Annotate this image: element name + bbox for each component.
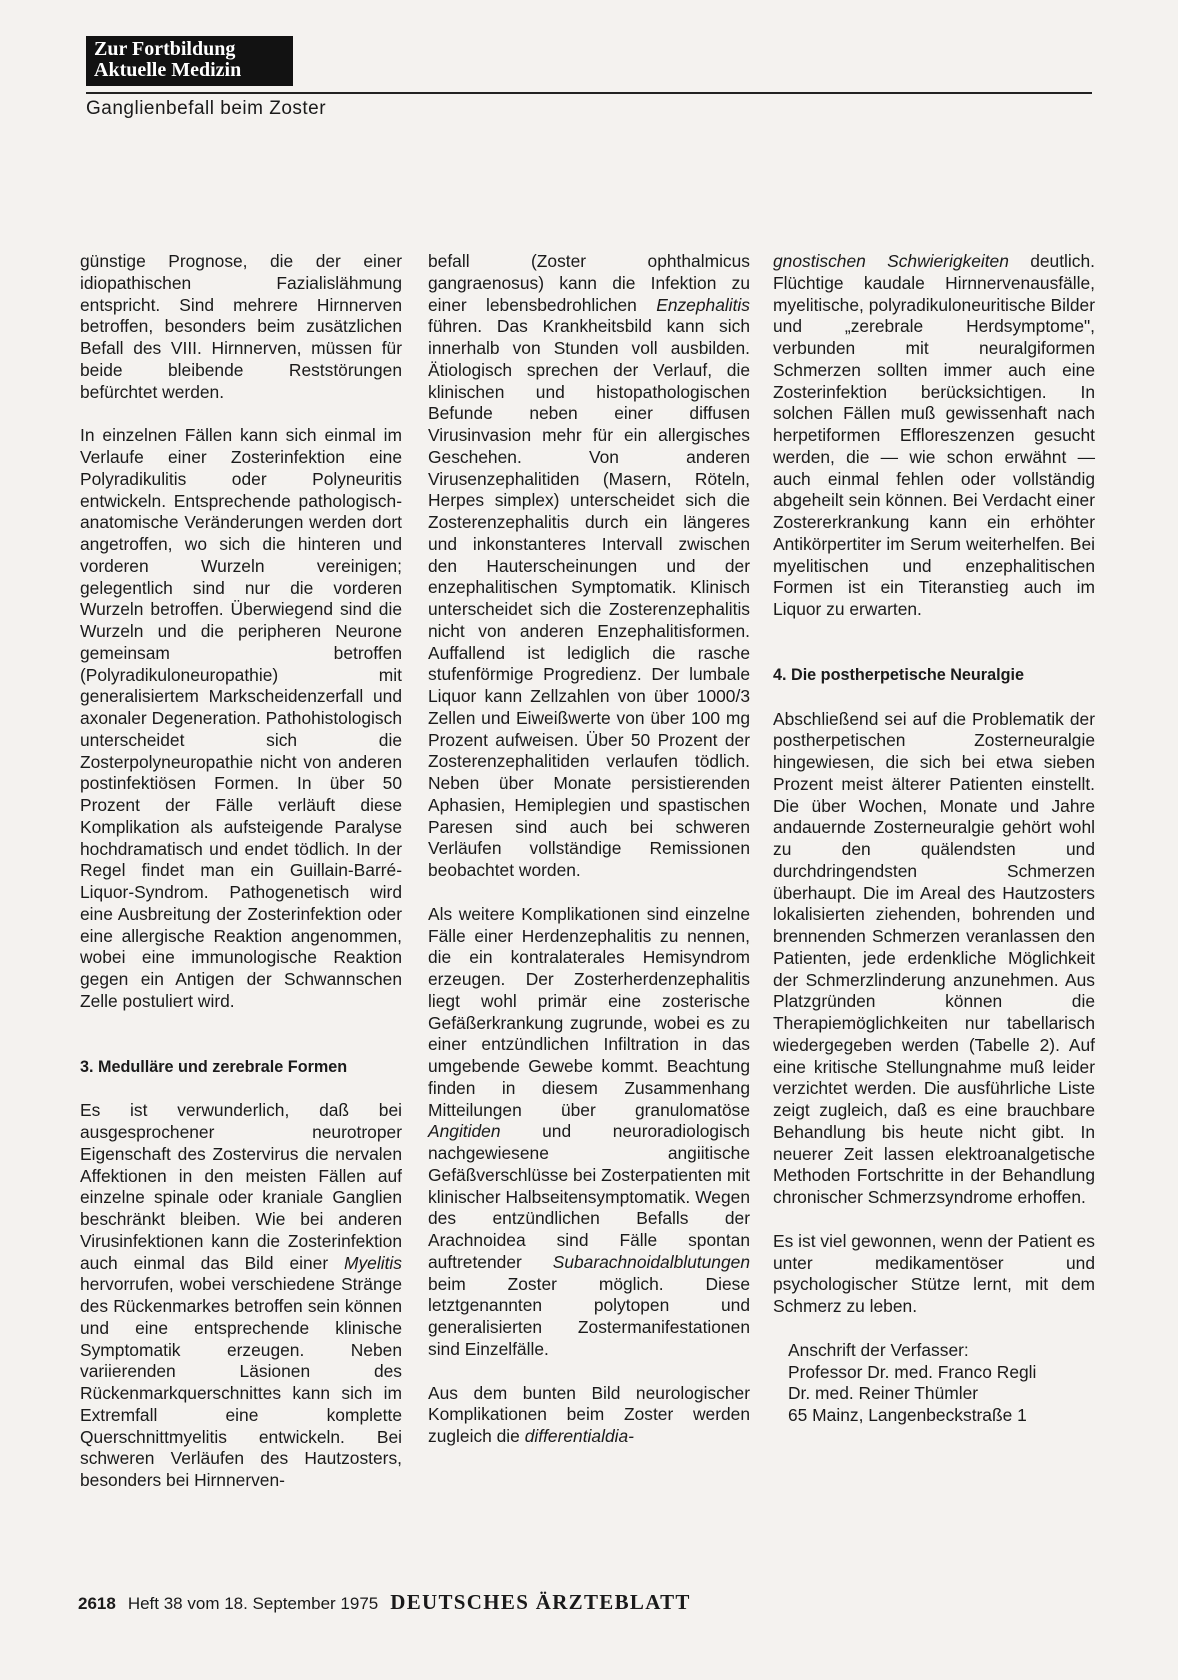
- banner-line-2: Aktuelle Medizin: [94, 59, 242, 81]
- paragraph: günstige Prognose, die der einer idiopathischen Fazialislähmung entspricht. Sind mehrere Hirnnerven betroffen, besonders beim zusätzlichen Befall des VIII. Hirnnerven, müssen für beide bleibende Reststörungen befürchtet werden.: [80, 251, 402, 402]
- address-line: Dr. med. Reiner Thümler: [788, 1383, 979, 1404]
- paragraph: Es ist viel gewonnen, wenn der Patient es unter medikamentöser und psychologischer Stütze lernt, mit dem Schmerz zu leben.: [773, 1230, 1095, 1316]
- page-footer: [78, 1590, 691, 1615]
- address-line: Anschrift der Verfasser:: [788, 1339, 969, 1360]
- paragraph: Aus dem bunten Bild neurologischer Komplikationen beim Zoster werden zugleich die differentialdia-: [428, 1382, 750, 1446]
- section-banner: [86, 36, 293, 86]
- paragraph: In einzelnen Fällen kann sich einmal im Verlaufe einer Zosterinfektion eine Polyradikulitis oder Polyneuritis entwickeln. Entsprechende pathologisch-anatomische Veränderungen werden dort angetroffen, wo sich die hinteren und vorderen Wurzeln vereinigen; gelegentlich sind nur die vorderen Wurzeln betroffen. Überwiegend sind die Wurzeln und die peripheren Neurone gemeinsam betroffen (Polyradikuloneuropathie) mit generalisiertem Markscheidenzerfall und axonaler Degeneration. Pathohistologisch unterscheidet sich die Zosterpolyneuropathie nicht von anderen postinfektiösen Formen. In über 50 Prozent der Fälle verläuft diese Komplikation als aufsteigende Paralyse hochdramatisch und endet tödlich. In der Regel findet man ein Guillain-Barré-Liquor-Syndrom. Pathogenetisch wird eine Ausbreitung der Zosterinfektion oder eine allergische Reaktion angenommen, wobei eine immunologische Reaktion gegen ein Antigen der Schwannschen Zelle postuliert wird.: [80, 425, 402, 1011]
- column-2: [428, 251, 750, 1448]
- journal-name: DEUTSCHES ÄRZTEBLATT: [390, 1590, 691, 1614]
- address-line: 65 Mainz, Langenbeckstraße 1: [788, 1405, 1027, 1425]
- column-3: [773, 251, 1095, 1427]
- header-rule: [86, 92, 1092, 94]
- page-number: 2618: [78, 1594, 116, 1613]
- issue-info: Heft 38 vom 18. September 1975: [127, 1594, 379, 1613]
- paragraph: gnostischen Schwierigkeiten deutlich. Flüchtige kaudale Hirnnervenausfälle, myelitische, polyradikuloneuritische Bilder und „zerebrale Herdsymptome", verbunden mit neuralgiformen Schmerzen sollten immer auch eine Zosterinfektion berücksichtigen. In solchen Fällen muß gewissenhaft nach herpetiformen Effloreszenzen gesucht werden, die — wie schon erwähnt — auch einmal fehlen oder vollständig abgeheilt sein können. Bei Verdacht einer Zostererkrankung kann ein erhöhter Antikörpertiter im Serum weiterhelfen. Bei myelitischen und enzephalitischen Formen ist ein Titeranstieg auch im Liquor zu erwarten.: [773, 251, 1095, 619]
- paragraph: Als weitere Komplikationen sind einzelne Fälle einer Herdenzephalitis zu nennen, die ein kontralaterales Hemisyndrom erzeugen. Der Zosterherdenzephalitis liegt wohl primär eine zosterische Gefäßerkrankung zugrunde, wobei es zu einer entzündlichen Infiltration in das umgebende Gewebe kommt. Beachtung finden in diesem Zusammenhang Mitteilungen über granulomatöse Angitiden und neuroradiologisch nachgewiesene angiitische Gefäßverschlüsse bei Zosterpatienten mit klinischer Halbseitensymptomatik. Wegen des entzündlichen Befalls der Arachnoidea sind Fälle spontan auftretender Subarachnoidalblutungen beim Zoster möglich. Diese letztgenannten polytopen und generalisierten Zostermanifestationen sind Einzelfälle.: [428, 903, 750, 1359]
- paragraph: Abschließend sei auf die Problematik der postherpetischen Zosterneuralgie hingewiesen, die sich bei etwa sieben Prozent meist älterer Patienten einstellt. Die über Wochen, Monate und Jahre andauernde Zosterneuralgie gehört wohl zu den quälendsten und durchdringendsten Schmerzen überhaupt. Die im Areal des Hautzosters lokalisierten ziehenden, bohrenden und brennenden Schmerzen veranlassen den Patienten, jede erdenkliche Möglichkeit der Schmerzlinderung anzunehmen. Aus Platzgründen können die Therapiemöglichkeiten nur tabellarisch wiedergegeben werden (Tabelle 2). Auf eine kritische Stellungnahme muß leider verzichtet werden. Die ausführliche Liste zeigt zugleich, daß es eine brauchbare Behandlung bis heute nicht gibt. In neuerer Zeit lassen elektroanalgetische Methoden Fortschritte in der Behandlung chronischer Schmerzsyndrome erhoffen.: [773, 708, 1095, 1207]
- page-title: Ganglienbefall beim Zoster: [86, 98, 327, 119]
- address-line: Professor Dr. med. Franco Regli: [788, 1361, 1037, 1382]
- section-heading-3: 3. Medulläre und zerebrale Formen: [80, 1057, 348, 1076]
- banner-line-1: Zur Fortbildung: [94, 38, 236, 60]
- column-1: [80, 251, 402, 1492]
- paragraph: befall (Zoster ophthalmicus gangraenosus) kann die Infektion zu einer lebensbedrohlichen Enzephalitis führen. Das Krankheitsbild kann sich innerhalb von Stunden voll ausbilden. Ätiologisch sprechen der Verlauf, die klinischen und histopathologischen Befunde neben einer diffusen Virusinvasion mehr für ein allergisches Geschehen. Von anderen Virusenzephalitiden (Masern, Röteln, Herpes simplex) unterscheidet sich die Zosterenzephalitis durch ein längeres und inkonstanteres Intervall zwischen den Hauterscheinungen und der enzephalitischen Symptomatik. Klinisch unterscheidet sich die Zosterenzephalitis nicht von anderen Enzephalitisformen. Auffallend ist lediglich die rasche stufenförmige Progredienz. Der lumbale Liquor kann Zellzahlen von über 1000/3 Zellen und Eiweißwerte von über 100 mg Prozent aufweisen. Über 50 Prozent der Zosterenzephalitiden verlaufen tödlich. Neben über Monate persistierenden Aphasien, Hemiplegien und spastischen Paresen sind auch bei schweren Verläufen vollständige Remissionen beobachtet worden.: [428, 251, 750, 880]
- author-address: [773, 1340, 1095, 1427]
- section-heading-4: 4. Die postherpetische Neuralgie: [773, 665, 1024, 684]
- paragraph: Es ist verwunderlich, daß bei ausgesprochener neurotroper Eigenschaft des Zostervirus die nervalen Affektionen in den meisten Fällen auf einzelne spinale oder kraniale Ganglien beschränkt bleiben. Wie bei anderen Virusinfektionen kann die Zosterinfektion auch einmal das Bild einer Myelitis hervorrufen, wobei verschiedene Stränge des Rückenmarkes betroffen sein können und eine entsprechende klinische Symptomatik erzeugen. Neben variierenden Läsionen des Rückenmarkquerschnittes kann sich im Extremfall eine komplette Querschnittmyelitis entwickeln. Bei schweren Verläufen des Hautzosters, besonders bei Hirnnerven-: [80, 1100, 402, 1490]
